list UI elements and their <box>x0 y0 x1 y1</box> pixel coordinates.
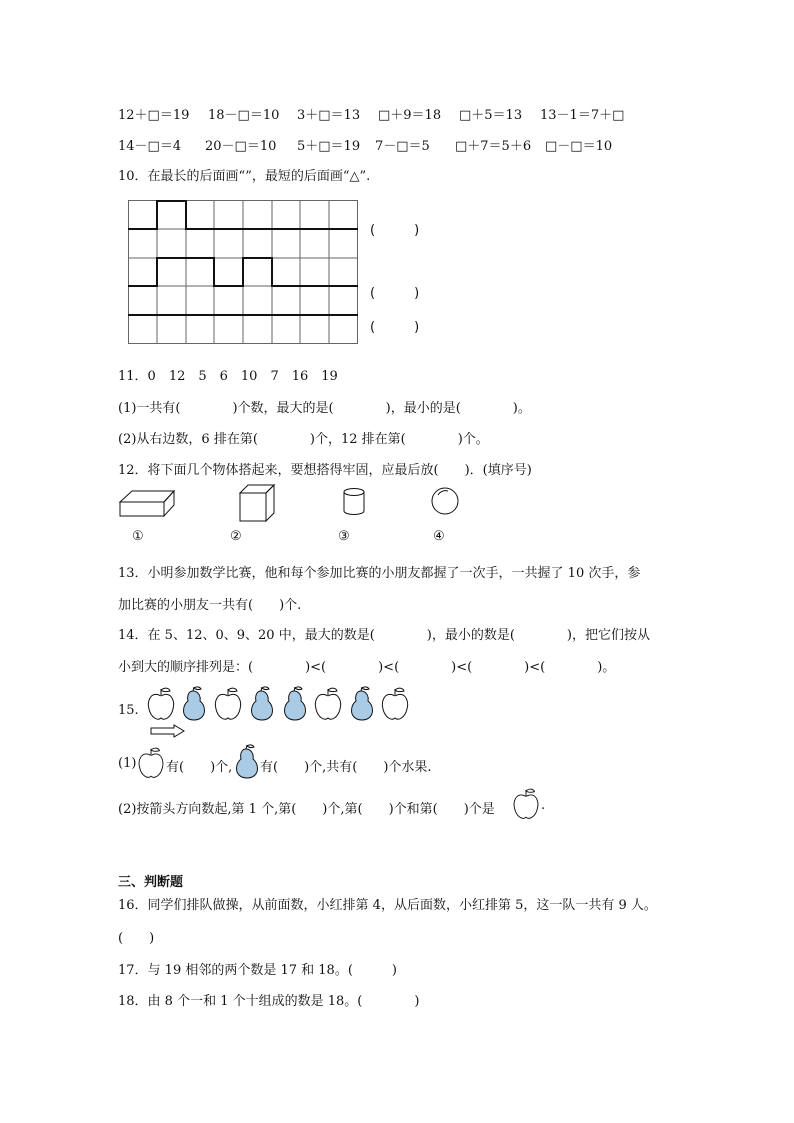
question-10-text: 10．在最长的后面画“”，最短的后面画“△”. <box>118 169 371 184</box>
pear-icon <box>184 687 205 720</box>
question-15-part2-end: . <box>541 798 546 813</box>
option-label-4: ④ <box>433 529 445 544</box>
cube-icon <box>238 483 278 523</box>
apple-icon <box>315 688 340 719</box>
question-13-line2: 加比赛的小朋友一共有( )个. <box>118 598 302 613</box>
cuboid-icon <box>118 488 176 518</box>
question-11-numbers: 11．0 12 5 6 10 7 16 19 <box>118 369 338 384</box>
question-17-text: 17．与 19 相邻的两个数是 17 和 18。( ) <box>118 963 397 978</box>
grid-figure <box>128 200 360 345</box>
equation: 5＋□＝19 <box>297 139 361 154</box>
equation: □＋9＝18 <box>378 108 442 123</box>
question-11-part2: (2)从右边数，6 排在第( )个，12 排在第( )个。 <box>118 432 489 447</box>
pear-icon <box>232 744 262 780</box>
option-label-3: ③ <box>338 529 350 544</box>
equation: □＋5＝13 <box>459 108 523 123</box>
equation: 18－□＝10 <box>208 108 280 123</box>
arrow-icon <box>150 724 186 738</box>
answer-blank-2[interactable]: ( ) <box>370 286 420 301</box>
question-11-part1: (1)一共有( )个数，最大的是( )，最小的是( )。 <box>118 401 531 416</box>
section-title: 三、判断题 <box>118 875 184 890</box>
line-2 <box>128 258 358 286</box>
equation: 3＋□＝13 <box>297 108 361 123</box>
answer-blank-1[interactable]: ( ) <box>370 223 420 238</box>
question-15-number: 15. <box>118 703 139 718</box>
question-18-text: 18．由 8 个一和 1 个十组成的数是 18。( ) <box>118 994 420 1009</box>
cylinder-icon <box>342 487 366 517</box>
option-label-1: ① <box>132 529 144 544</box>
question-15-part1-label: (1) <box>118 756 137 771</box>
question-13-line1: 13．小明参加数学比赛，他和每个参加比赛的小朋友都握了一次手，一共握了 10 次手，参 <box>118 566 641 581</box>
equation: 20－□＝10 <box>205 139 277 154</box>
sphere-icon <box>430 486 460 516</box>
equation: 13－1＝7＋□ <box>540 108 625 123</box>
question-15-part1-pears: 有( )个,共有( )个水果. <box>260 760 432 775</box>
pear-icon <box>285 687 306 720</box>
pear-icon <box>252 687 273 720</box>
fruit-row <box>146 686 416 722</box>
answer-blank-3[interactable]: ( ) <box>370 320 420 335</box>
question-12-text: 12．将下面几个物体搭起来，要想搭得牢固，应最后放( )．(填序号) <box>118 463 532 478</box>
question-14-line2: 小到大的顺序排列是：( )<( )<( )<( )<( )。 <box>118 660 616 675</box>
apple-icon <box>215 688 240 719</box>
equation: 7－□＝5 <box>375 139 430 154</box>
question-16-line1: 16．同学们排队做操，从前面数，小红排第 4，从后面数，小红排第 5，这一队一共有 9 人。 <box>118 898 657 913</box>
equation: □＋7＝5＋6 <box>455 139 532 154</box>
equation: □－□＝10 <box>545 139 613 154</box>
equation: 12＋□＝19 <box>118 108 190 123</box>
question-14-line1: 14．在 5、12、0、9、20 中，最大的数是( )，最小的数是( )，把它们按从 <box>118 628 650 643</box>
question-16-line2: ( ) <box>118 931 155 946</box>
apple-icon <box>136 746 166 780</box>
option-label-2: ② <box>230 529 242 544</box>
question-15-part2: (2)按箭头方向数起,第 1 个,第( )个,第( )个和第( )个是 <box>118 802 495 817</box>
question-15-part1-apples: 有( )个, <box>166 760 233 775</box>
apple-icon <box>382 688 407 719</box>
pear-icon <box>352 687 373 720</box>
apple-icon <box>511 787 541 821</box>
apple-icon <box>148 688 173 719</box>
equation: 14－□＝4 <box>118 139 182 154</box>
